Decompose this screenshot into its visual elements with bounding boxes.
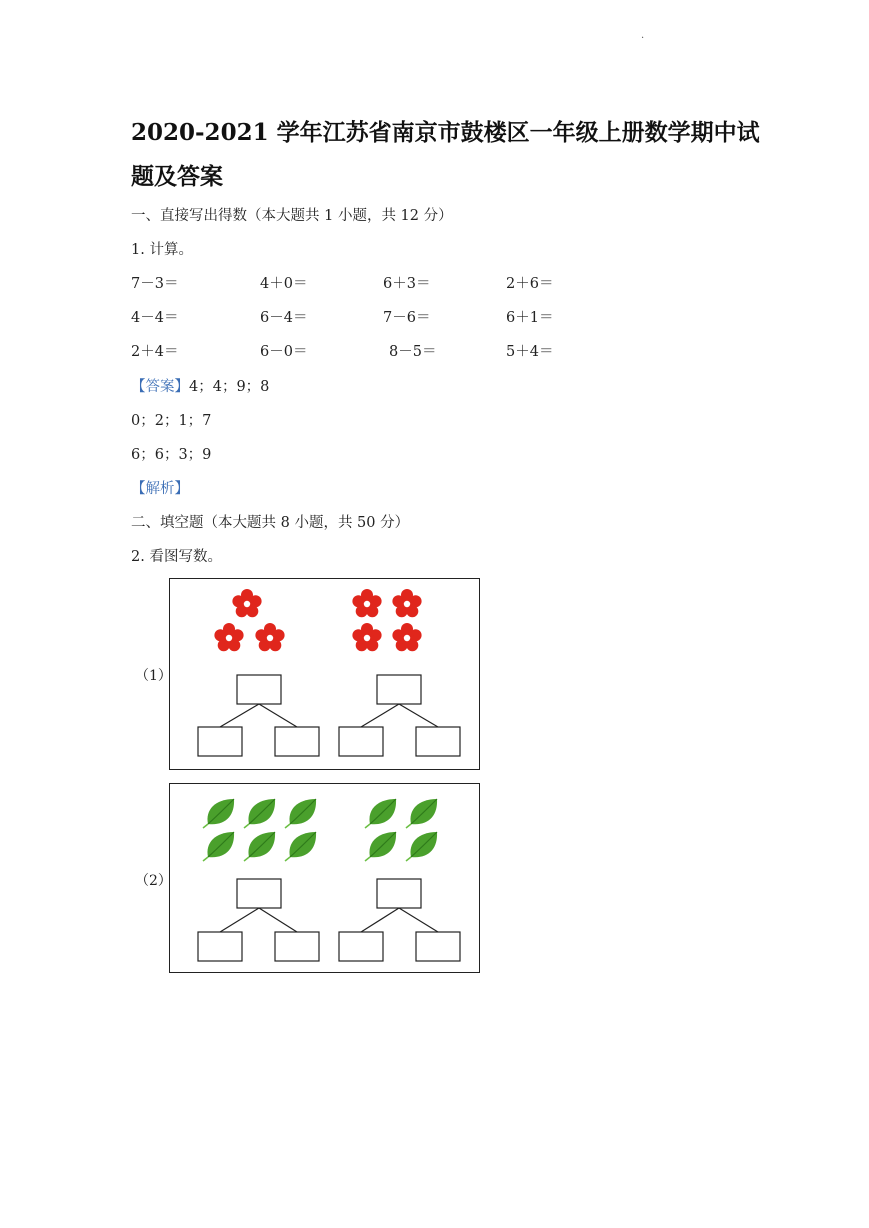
- panel-label: （2）: [135, 873, 172, 889]
- leaf-icon: [203, 799, 234, 828]
- flower-icon: [232, 589, 261, 617]
- leaf-icon: [203, 832, 234, 861]
- equation: 6－0＝: [260, 344, 308, 360]
- equation: 6＋1＝: [506, 310, 554, 326]
- page-marker: .: [641, 30, 645, 41]
- answer-box[interactable]: [416, 727, 460, 756]
- equation: 4－4＝: [131, 310, 179, 326]
- answer-box[interactable]: [198, 932, 242, 961]
- equation: 8－5＝: [389, 344, 437, 360]
- page-title-continued: 题及答案: [131, 163, 223, 190]
- leaf-icon: [406, 832, 437, 861]
- flower-icon: [352, 623, 381, 651]
- answer-box[interactable]: [237, 879, 281, 908]
- leaf-icon: [365, 799, 396, 828]
- answer-values: 4；4；9；8: [189, 379, 270, 395]
- question-2: 2. 看图写数。: [131, 549, 222, 565]
- panel-label: （1）: [135, 668, 172, 684]
- answer-box[interactable]: [377, 879, 421, 908]
- question-1: 1. 计算。: [131, 242, 193, 258]
- equation: 6－4＝: [260, 310, 308, 326]
- leaf-icon: [406, 799, 437, 828]
- answer-box[interactable]: [339, 932, 383, 961]
- flower-icon: [214, 623, 243, 651]
- flower-icon: [255, 623, 284, 651]
- answer-box[interactable]: [198, 727, 242, 756]
- answer-box[interactable]: [275, 932, 319, 961]
- answer-box[interactable]: [237, 675, 281, 704]
- answer-box[interactable]: [275, 727, 319, 756]
- leaf-icon: [285, 832, 316, 861]
- picture-panel-2: [169, 783, 480, 973]
- equation: 5＋4＝: [506, 344, 554, 360]
- equation: 6＋3＝: [383, 276, 431, 292]
- equation: 4＋0＝: [260, 276, 308, 292]
- picture-panel-1: [169, 578, 480, 770]
- answer-box[interactable]: [416, 932, 460, 961]
- page-title: 2020-2021 学年江苏省南京市鼓楼区一年级上册数学期中试: [131, 119, 760, 146]
- flower-icon: [352, 589, 381, 617]
- number-bond-figure: [170, 784, 481, 974]
- number-bond-figure: [170, 579, 481, 771]
- section2-heading: 二、填空题（本大题共 8 小题，共 50 分）: [131, 515, 410, 531]
- equation: 2＋4＝: [131, 344, 179, 360]
- answer-box[interactable]: [339, 727, 383, 756]
- leaf-icon: [244, 832, 275, 861]
- answer-tag: 【答案】: [131, 379, 189, 395]
- answer-line: 0；2；1；7: [131, 413, 212, 429]
- answer-line: [131, 375, 269, 396]
- answer-line: 6；6；3；9: [131, 447, 212, 463]
- analysis-tag: 【解析】: [131, 481, 189, 497]
- equation: 2＋6＝: [506, 276, 554, 292]
- equation: 7－6＝: [383, 310, 431, 326]
- answer-box[interactable]: [377, 675, 421, 704]
- flower-icon: [392, 623, 421, 651]
- section1-heading: 一、直接写出得数（本大题共 1 小题，共 12 分）: [131, 208, 453, 224]
- flower-icon: [392, 589, 421, 617]
- leaf-icon: [285, 799, 316, 828]
- leaf-icon: [244, 799, 275, 828]
- leaf-icon: [365, 832, 396, 861]
- equation: 7－3＝: [131, 276, 179, 292]
